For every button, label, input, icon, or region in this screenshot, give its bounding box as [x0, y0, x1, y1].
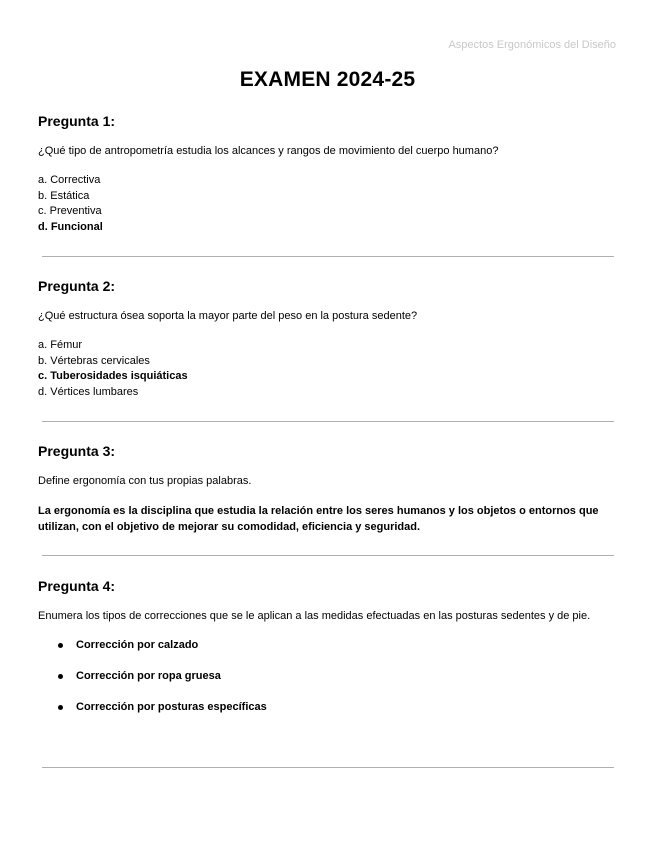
- question-1-option-a: a. Correctiva: [38, 174, 101, 186]
- question-3-text: Define ergonomía con tus propias palabras.: [38, 475, 252, 487]
- question-2-title: Pregunta 2:: [38, 278, 116, 294]
- question-4-answer-2: Corrección por ropa gruesa: [76, 670, 221, 682]
- question-3-title: Pregunta 3:: [38, 443, 116, 459]
- question-3-answer: La ergonomía es la disciplina que estudia la relación entre los seres humanos y los objetos o entornos que utilizan, con el objetivo de mejorar su comodidad, eficiencia y seguridad.: [38, 505, 599, 533]
- page-title: EXAMEN 2024-25: [239, 68, 416, 91]
- bullet-icon: [58, 705, 63, 710]
- question-1-title: Pregunta 1:: [38, 113, 116, 129]
- question-1-option-b: b. Estática: [38, 189, 90, 202]
- question-1-option-d-correct: d. Funcional: [38, 221, 103, 234]
- divider-3: [42, 555, 614, 556]
- question-2-text: ¿Qué estructura ósea soporta la mayor parte del peso en la postura sedente?: [38, 310, 418, 322]
- question-4: [38, 577, 618, 731]
- question-4-answer-3: Corrección por posturas específicas: [76, 701, 267, 713]
- question-2-options: [38, 338, 618, 401]
- list-item: [38, 700, 618, 715]
- question-1: [38, 112, 618, 236]
- question-2-option-b: b. Vértebras cervicales: [38, 354, 150, 367]
- question-2-option-c-correct: c. Tuberosidades isquiáticas: [38, 370, 188, 383]
- header-subject: Aspectos Ergonómicos del Diseño: [448, 39, 616, 51]
- question-4-text: Enumera los tipos de correcciones que se le aplican a las medidas efectuadas en las posturas sedentes y de pie.: [38, 610, 591, 622]
- bullet-icon: [58, 674, 63, 679]
- bullet-icon: [58, 643, 63, 648]
- divider-1: [42, 256, 614, 257]
- divider-2: [42, 421, 614, 422]
- question-1-text: ¿Qué tipo de antropometría estudia los alcances y rangos de movimiento del cuerpo humano?: [38, 145, 499, 157]
- list-item: [38, 638, 618, 653]
- question-4-title: Pregunta 4:: [38, 578, 116, 594]
- question-1-options: [38, 173, 618, 236]
- question-1-option-c: c. Preventiva: [38, 205, 102, 218]
- question-2: [38, 277, 618, 401]
- divider-4: [42, 767, 614, 768]
- question-3: [38, 442, 618, 535]
- list-item: [38, 669, 618, 684]
- question-2-option-d: d. Vértices lumbares: [38, 386, 139, 399]
- question-4-answer-list: [38, 638, 618, 715]
- question-4-answer-1: Corrección por calzado: [76, 639, 199, 651]
- question-2-option-a: a. Fémur: [38, 339, 83, 351]
